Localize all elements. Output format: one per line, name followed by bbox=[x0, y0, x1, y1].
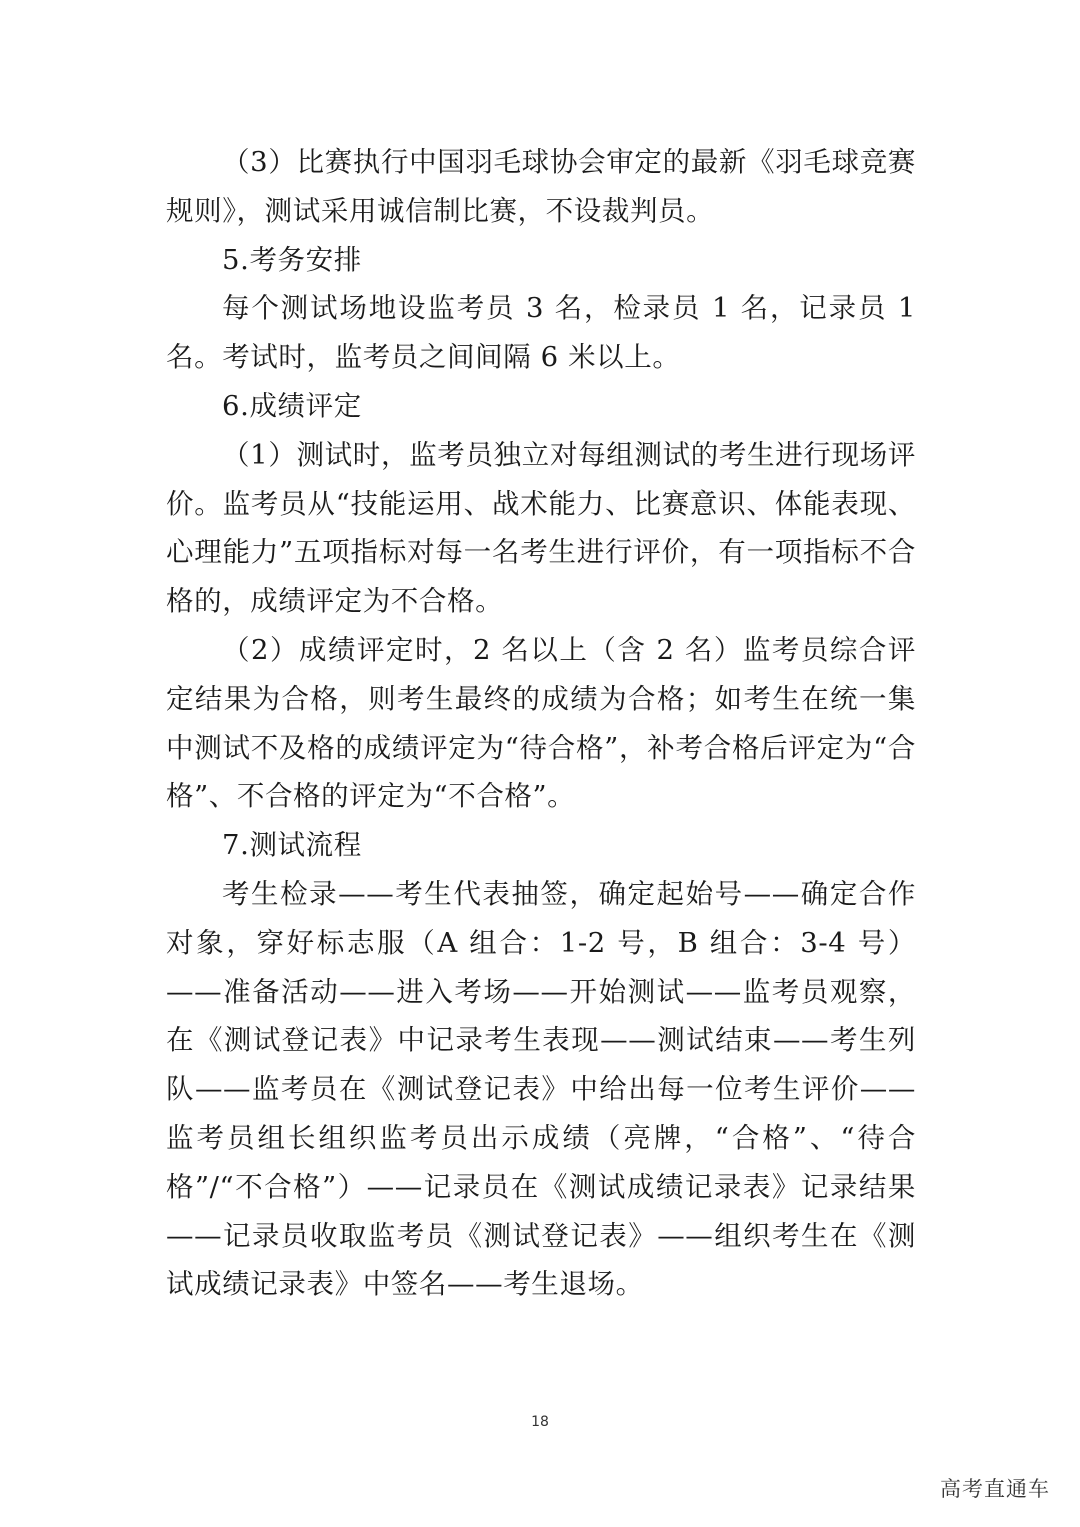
paragraph-procedure: 考生检录——考生代表抽签，确定起始号——确定合作对象，穿好标志服（A 组合：1-2 号，B 组合：3-4 号）——准备活动——进入考场——开始测试——监考员观察，在《测试登记表》中记录考生表现——测试结束——考生列队——监考员在《测试登记表》中给出每一位考生评价——监考员组长组织监考员出示成绩（亮牌，“合格”、“待合格”/“不合格”）——记录员在《测试成绩记录表》记录结果——记录员收取监考员《测试登记表》——组织考生在《测试成绩记录表》中签名——考生退场。 bbox=[166, 877, 916, 1301]
heading-score-evaluation: 6.成绩评定 bbox=[222, 389, 362, 422]
paragraph-staffing: 每个测试场地设监考员 3 名，检录员 1 名，记录员 1 名。考试时，监考员之间间隔 6 米以上。 bbox=[166, 292, 916, 374]
paragraph-evaluation-criteria: （1）测试时，监考员独立对每组测试的考生进行现场评价。监考员从“技能运用、战术能力、比赛意识、体能表现、心理能力”五项指标对每一名考生进行评价，有一项指标不合格的，成绩评定为不合格。 bbox=[166, 438, 916, 618]
document-body bbox=[166, 138, 916, 1309]
paragraph-rules: （3）比赛执行中国羽毛球协会审定的最新《羽毛球竞赛规则》，测试采用诚信制比赛，不设裁判员。 bbox=[166, 146, 916, 227]
heading-exam-arrangement: 5.考务安排 bbox=[222, 243, 362, 276]
paragraph-evaluation-result: （2）成绩评定时，2 名以上（含 2 名）监考员综合评定结果为合格，则考生最终的成绩为合格；如考生在统一集中测试不及格的成绩评定为“待合格”，补考合格后评定为“合格”、不合格的评定为“不合格”。 bbox=[166, 633, 916, 813]
heading-test-procedure: 7.测试流程 bbox=[222, 829, 362, 862]
page-number: 18 bbox=[531, 1414, 549, 1430]
watermark: 高考直通车 bbox=[940, 1477, 1050, 1501]
